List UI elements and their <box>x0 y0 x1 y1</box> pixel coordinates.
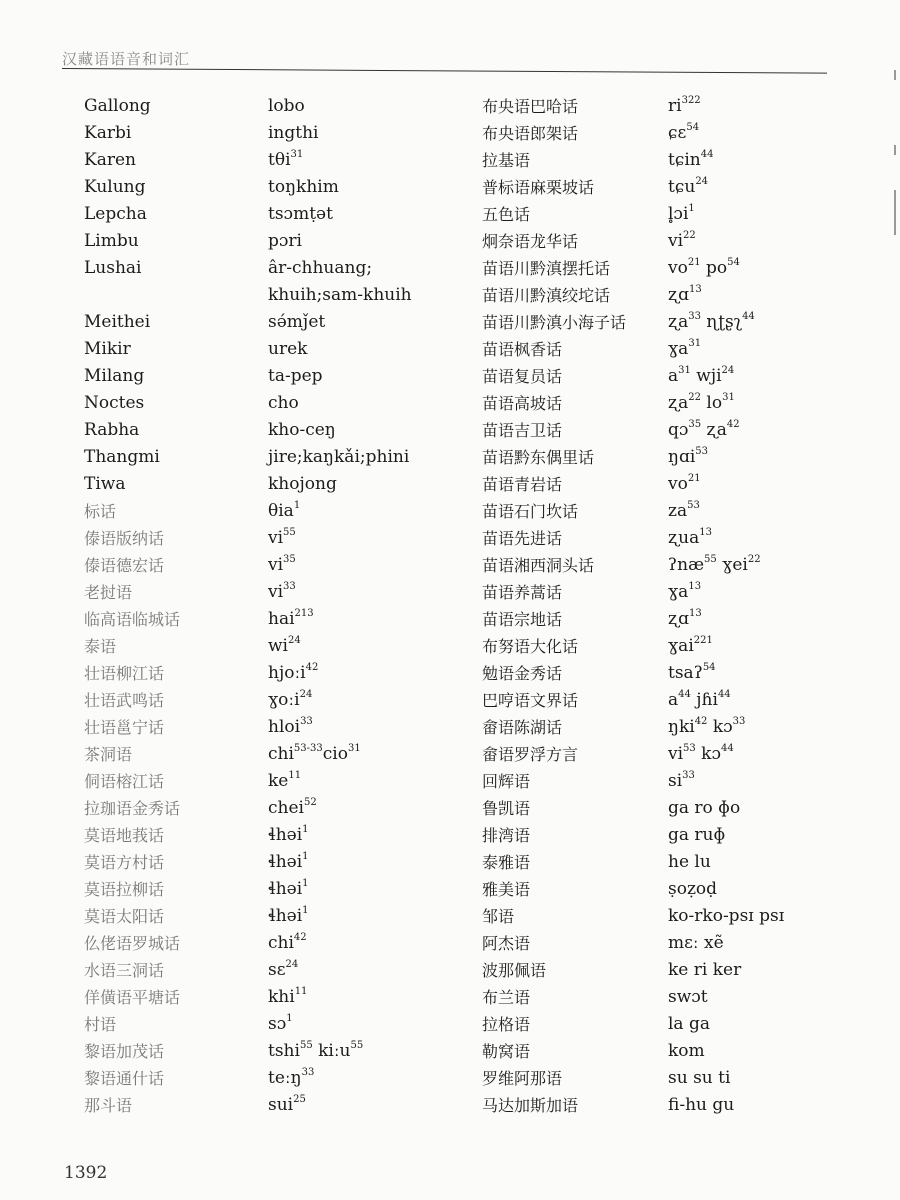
word-form: ɣa$^{13}$ <box>668 581 702 602</box>
language-name: 水语三洞话 <box>84 961 165 980</box>
word-form: teːŋ$^{33}$ <box>268 1067 315 1088</box>
word-form: ʐɑ$^{13}$ <box>668 608 702 629</box>
language-name: 拉珈语金秀话 <box>84 799 181 818</box>
language-name: 傣语版纳话 <box>84 529 165 548</box>
word-form: he lu <box>668 852 711 872</box>
language-name: 勉语金秀话 <box>482 664 563 683</box>
word-form: $vo^{21}$ <box>668 473 701 494</box>
language-name: Gallong <box>84 96 151 116</box>
word-form: tɕin$^{44}$ <box>668 149 714 170</box>
word-form: pɔri <box>268 231 302 251</box>
language-name: 临高语临城话 <box>84 610 181 629</box>
word-form: swɔt <box>668 987 708 1007</box>
word-form: mɛː xẽ <box>668 933 724 953</box>
language-name <box>84 282 259 309</box>
word-form: $vi^{53}$ kɔ$^{44}$ <box>668 743 734 764</box>
language-name: Mikir <box>84 339 131 359</box>
language-name: 苗语枫香话 <box>482 340 563 359</box>
word-form: qɔ$^{35}$ ʐa$^{42}$ <box>668 419 740 440</box>
word-form: ko-rko-psɪ psɪ <box>668 906 785 926</box>
language-name: 雅美语 <box>482 880 531 899</box>
language-name: 壮语邕宁话 <box>84 718 165 737</box>
word-form: ɬhəi$^1$ <box>268 824 309 845</box>
language-name: 阿杰语 <box>482 934 531 953</box>
language-name: 茶洞语 <box>84 745 133 764</box>
word-form: ʐa$^{33}$ ɳʈʂʅ$^{44}$ <box>668 311 755 332</box>
language-name: 勒窝语 <box>482 1042 531 1061</box>
word-form: $vi^{55}$ <box>268 527 296 548</box>
language-name: 标话 <box>84 502 117 521</box>
language-name: 莫语地莪话 <box>84 826 165 845</box>
language-name: 排湾语 <box>482 826 531 845</box>
language-name: 罗维阿那语 <box>482 1069 563 1088</box>
word-form: âr-chhuang; <box>268 258 373 278</box>
language-name: 回辉语 <box>482 772 531 791</box>
language-name: 邹语 <box>482 907 515 926</box>
language-name: Limbu <box>84 231 139 251</box>
word-form: tθi$^{31}$ <box>268 149 304 170</box>
language-name: 拉基语 <box>482 151 531 170</box>
language-name: Tiwa <box>84 474 126 494</box>
running-head: 汉藏语语音和词汇 <box>62 50 191 68</box>
language-name: 苗语青岩话 <box>482 475 563 494</box>
language-name: 苗语宗地话 <box>482 610 563 629</box>
right-language-column <box>482 93 662 1119</box>
word-form: ga ruɸ <box>668 825 726 845</box>
word-form: ɬhəi$^1$ <box>268 851 309 872</box>
word-form: cho <box>268 393 299 413</box>
language-name: Meithei <box>84 312 151 332</box>
language-name: 布兰语 <box>482 988 531 1007</box>
word-form: ṣoẓoḍ <box>668 879 718 899</box>
language-name: 傣语德宏话 <box>84 556 165 575</box>
word-form: ɬhəi$^1$ <box>268 905 309 926</box>
language-name: Noctes <box>84 393 145 413</box>
word-form: ingthi <box>268 123 319 143</box>
word-form: ʐɑ$^{13}$ <box>668 284 702 305</box>
language-name: 炯奈语龙华话 <box>482 232 579 251</box>
word-form: tshi$^{55}$ kiːu$^{55}$ <box>268 1040 364 1061</box>
language-name: 苗语先进话 <box>482 529 563 548</box>
header-rule <box>62 68 827 74</box>
word-form: ɣa$^{31}$ <box>668 338 702 359</box>
language-name: 莫语方村话 <box>84 853 165 872</box>
language-name: 莫语太阳话 <box>84 907 165 926</box>
word-form: sui$^{25}$ <box>268 1094 306 1115</box>
language-name: 佯僙语平塘话 <box>84 988 181 1007</box>
word-form: ɣoːi$^{24}$ <box>268 689 313 710</box>
word-form: khojong <box>268 474 337 494</box>
language-name: 老挝语 <box>84 583 133 602</box>
language-name: Milang <box>84 366 145 386</box>
language-name: 泰雅语 <box>482 853 531 872</box>
language-name: 苗语湘西洞头话 <box>482 556 595 575</box>
word-form: $vo^{21}$ $po^{54}$ <box>668 257 740 278</box>
language-name: 拉格语 <box>482 1015 531 1034</box>
language-name: 苗语石门坎话 <box>482 502 579 521</box>
left-language-column <box>84 93 259 1119</box>
margin-mark <box>894 190 896 235</box>
language-name: Karbi <box>84 123 132 143</box>
language-name: Kulung <box>84 177 146 197</box>
language-name: 布央语郎架话 <box>482 124 579 143</box>
word-form: chei$^{52}$ <box>268 797 317 818</box>
word-form: ta-pep <box>268 366 323 386</box>
language-name: 布努语大化话 <box>482 637 579 656</box>
language-name: 苗语吉卫话 <box>482 421 563 440</box>
language-name: 苗语川黔滇绞坨话 <box>482 286 611 305</box>
language-name: Thangmi <box>84 447 160 467</box>
language-name: 苗语川黔滇摆托话 <box>482 259 611 278</box>
word-form: ɬhəi$^1$ <box>268 878 309 899</box>
word-form: khuih;sam-khuih <box>268 285 412 305</box>
language-name: 黎语加茂话 <box>84 1042 165 1061</box>
word-form: ʔnæ$^{55}$ ɣei$^{22}$ <box>668 554 761 575</box>
word-form: $za^{53}$ <box>668 500 700 521</box>
word-form: chi$^{42}$ <box>268 932 307 953</box>
language-name: 畲语陈湖话 <box>482 718 563 737</box>
word-form: urek <box>268 339 308 359</box>
word-form: kom <box>668 1041 705 1061</box>
word-form: tsaʔ$^{54}$ <box>668 662 716 683</box>
word-form: ga ro ɸo <box>668 798 741 818</box>
left-form-column <box>268 93 468 1119</box>
word-form: khi$^{11}$ <box>268 986 308 1007</box>
language-name: 村语 <box>84 1015 117 1034</box>
language-name: 苗语川黔滇小海子话 <box>482 313 627 332</box>
word-form: $ke^{11}$ <box>268 770 302 791</box>
word-form: $vi^{22}$ <box>668 230 696 251</box>
language-name: 仫佬语罗城话 <box>84 934 181 953</box>
language-name: 苗语养蒿话 <box>482 583 563 602</box>
word-form: fi-hu gu <box>668 1095 735 1115</box>
word-form: lobo <box>268 96 305 116</box>
word-form: ŋɑi$^{53}$ <box>668 446 709 467</box>
language-name: 壮语柳江话 <box>84 664 165 683</box>
language-name: 苗语高坡话 <box>482 394 563 413</box>
word-form: tsɔmṭət <box>268 204 333 224</box>
word-form: la ga <box>668 1014 710 1034</box>
language-name: 畲语罗浮方言 <box>482 745 579 764</box>
word-form: tɕu$^{24}$ <box>668 176 709 197</box>
word-form: su su ti <box>668 1068 731 1088</box>
right-form-column <box>668 93 888 1119</box>
language-name: 黎语通什话 <box>84 1069 165 1088</box>
word-form: $wi^{24}$ <box>268 635 301 656</box>
word-form: ɣai$^{221}$ <box>668 635 713 656</box>
language-name: 壮语武鸣话 <box>84 691 165 710</box>
page-number: 1392 <box>64 1163 108 1183</box>
word-form: sɔ$^1$ <box>268 1013 293 1034</box>
word-form: hloi$^{33}$ <box>268 716 313 737</box>
word-form: ɕɛ$^{54}$ <box>668 122 700 143</box>
language-name: Lepcha <box>84 204 147 224</box>
language-name: 苗语复员话 <box>482 367 563 386</box>
language-name: 普标语麻栗坡话 <box>482 178 595 197</box>
language-name: 五色话 <box>482 205 531 224</box>
word-form: sɛ$^{24}$ <box>268 959 299 980</box>
word-form: jire;kaŋkǎi;phini <box>268 447 410 467</box>
language-name: 侗语榕江话 <box>84 772 165 791</box>
word-form: $vi^{33}$ <box>268 581 296 602</box>
word-form: hai$^{213}$ <box>268 608 314 629</box>
language-name: 苗语黔东偶里话 <box>482 448 595 467</box>
word-form: $a^{31}$ wji$^{24}$ <box>668 365 735 386</box>
margin-mark <box>894 70 896 80</box>
language-name: 马达加斯加语 <box>482 1096 579 1115</box>
language-name: 莫语拉柳话 <box>84 880 165 899</box>
language-name: 那斗语 <box>84 1096 133 1115</box>
word-form: θia$^1$ <box>268 500 301 521</box>
word-form: chi$^{53-33}$cio$^{31}$ <box>268 743 361 764</box>
language-name: 波那佩语 <box>482 961 547 980</box>
language-name: 泰语 <box>84 637 117 656</box>
language-name: Rabha <box>84 420 140 440</box>
word-form: l̥ɔi$^1$ <box>668 203 695 224</box>
language-name: 巴哼语文界话 <box>482 691 579 710</box>
word-form: ʐa$^{22}$ $lo^{31}$ <box>668 392 735 413</box>
language-name: 鲁凯语 <box>482 799 531 818</box>
language-name: Karen <box>84 150 136 170</box>
word-form: sə́mǰet <box>268 312 326 332</box>
margin-mark <box>894 145 896 155</box>
language-name: 布央语巴哈话 <box>482 97 579 116</box>
word-form: $si^{33}$ <box>668 770 695 791</box>
word-form: ŋki$^{42}$ kɔ$^{33}$ <box>668 716 746 737</box>
word-form: $vi^{35}$ <box>268 554 296 575</box>
word-form: kho-ceŋ <box>268 420 336 440</box>
word-form: $ri^{322}$ <box>668 95 701 116</box>
word-form: $a^{44}$ jɦi$^{44}$ <box>668 689 731 710</box>
word-form: ʐua$^{13}$ <box>668 527 712 548</box>
word-form: ke ri ker <box>668 960 742 980</box>
word-form: toŋkhim <box>268 177 339 197</box>
word-form: hjoːi$^{42}$ <box>268 662 319 683</box>
language-name: Lushai <box>84 258 142 278</box>
